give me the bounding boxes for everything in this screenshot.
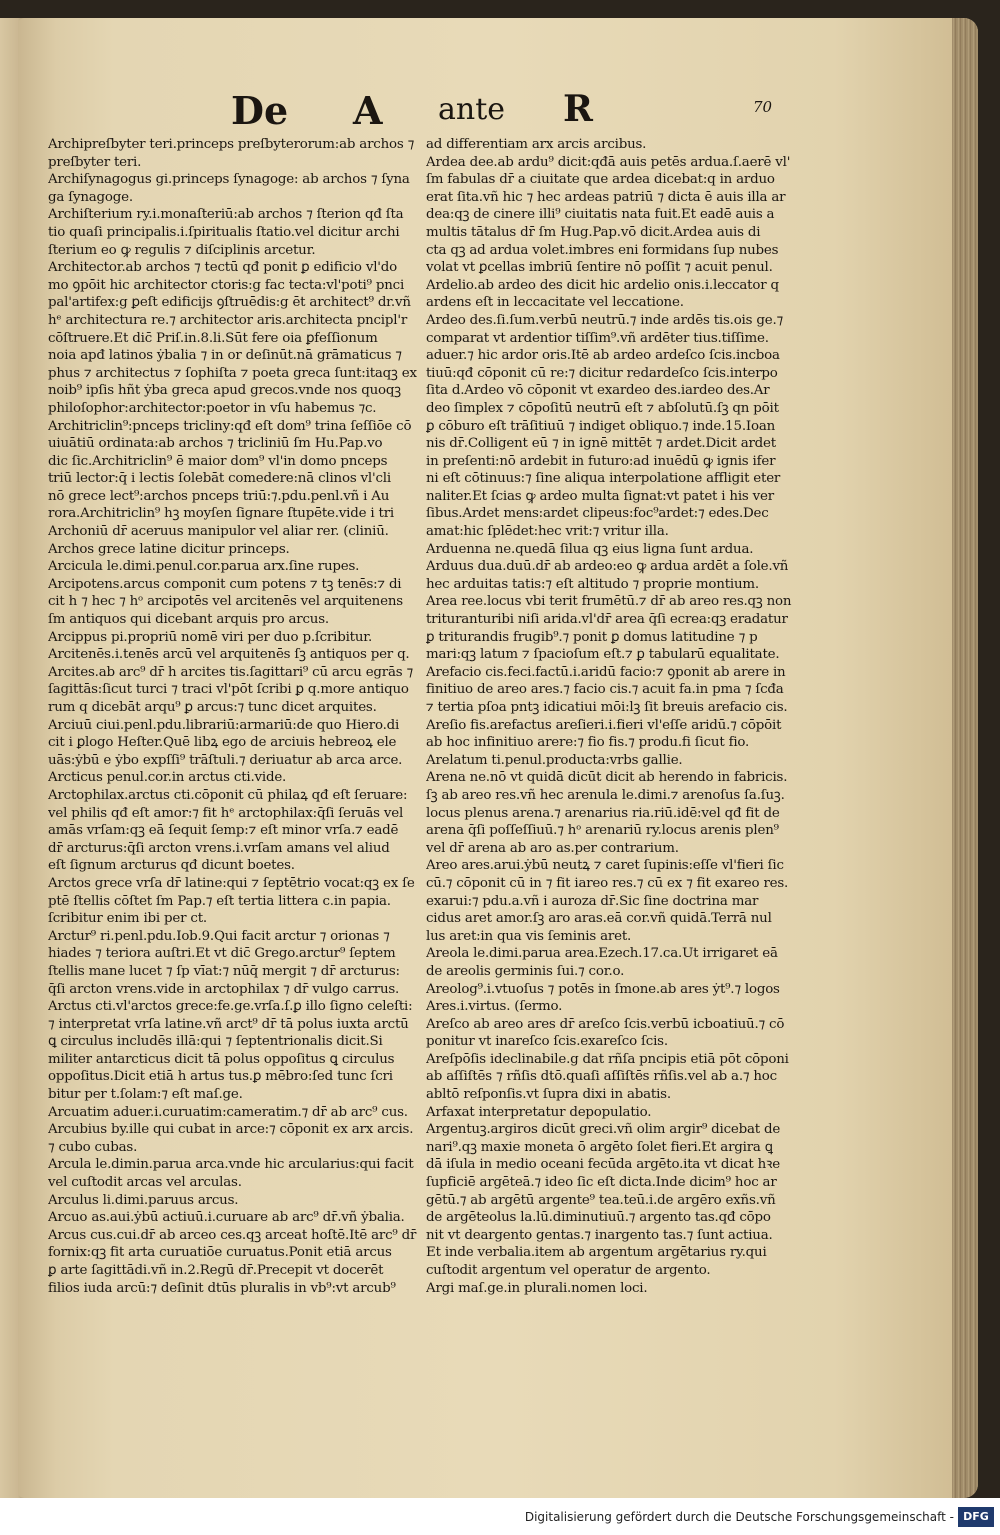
text-line: Arduus dua.duū.dr̄ ab ardeo:eo ꝙ ardua ardēt a ſole.vñ bbox=[426, 559, 789, 575]
text-line: pal'artifex:g ꝑeſt edificijs ꝯſtruēdis:g ēt architect⁹ dr.vñ bbox=[48, 295, 411, 311]
text-line: ſꝫ ab areo res.vñ hec arenula le.dimi.⁊ arenoſus ſa.ſuꝫ. bbox=[426, 787, 785, 803]
text-line: nō grece lect⁹:archos pnceps triū:⁊.pdu.penl.vñ i Au bbox=[48, 488, 390, 504]
text-line: deo ſimplex ⁊ cōpoſitū neutrū eſt ⁊ abſolutū.ſꝫ qn pōit̄ bbox=[426, 400, 779, 416]
text-line: ſm antiquos qui dicebant arquis pro arcus. bbox=[48, 612, 329, 628]
text-line: rum q dicebāt arqu⁹ ꝑ arcus:⁊ tunc dicet̄ arquites. bbox=[48, 700, 377, 715]
text-line: Arctos grece vrſa dr̄ latine:qui ⁊ ſeptētrio vocat̄:qꝫ ex ſe bbox=[48, 875, 415, 891]
text-line: hiades ⁊ teriora auſtri.Et vt dic̄ Grego.arctur⁹ ſeptem bbox=[48, 946, 396, 962]
text-line: Areola le.dimi.parua area.Ezech.17.ca.Ut irrigaret eā bbox=[426, 946, 778, 962]
text-line: erat ſita.vñ hic ⁊ hec ardeas patriū ⁊ dicta ē auis illa ar bbox=[426, 189, 786, 205]
text-line: Areolog⁹.i.vtuoſus ⁊ potēs in ſmone.ab ares ẏt⁹.⁊ logos bbox=[426, 981, 780, 997]
text-line: eſt ſignum arcturus qđ dicunt boetes. bbox=[48, 858, 295, 874]
text-line: cū.⁊ cōponit̄ cū in ⁊ fit iareo res.⁊ cū ex ⁊ fit exareo res. bbox=[426, 875, 789, 891]
text-line: vel dr̄ arena ab aro as.per contrarium. bbox=[426, 840, 679, 856]
text-line: ponitur vt inareſco ſcis.exareſco ſcis. bbox=[426, 1034, 668, 1050]
text-line: amat:hic ſplēdet:hec vrit:⁊ vritur illa. bbox=[426, 524, 669, 540]
text-line: Arefacio cis.feci.factū.i.aridū facio:⁊ ꝯponit̄ ab arere in bbox=[426, 664, 786, 680]
text-line: ⁊ cubo cubas. bbox=[48, 1139, 138, 1155]
text-line: dr̄ arcturus:q̄ſi arcton vrens.i.vrſam amans vel aliud bbox=[48, 840, 390, 856]
text-line: Areſco ab areo ares dr̄ areſco ſcis.verbū icboatiuū.⁊ cō bbox=[426, 1016, 785, 1032]
text-line: ſita d.Ardeo vō cōponit̄ vt exardeo des.iardeo des.Ar bbox=[426, 383, 770, 399]
text-line: Argentuꝫ.argiros dicūt greci.vñ olim argir⁹ dicebat̄ de bbox=[426, 1122, 781, 1138]
text-line: oppoſitus.Dicit̄ etiā h artus tus.ꝑ mēbro:ſed tunc ſcri bbox=[48, 1069, 393, 1085]
text-line: comparat̄ vt ardentior tiſſim⁹.vñ ardēter tius.tiſſime. bbox=[426, 330, 769, 346]
text-line: Et inde verbalia.item ab argentum argētarius ry.qui bbox=[426, 1245, 767, 1261]
text-line: ſibus.Ardet mens:ardet clipeus:foc⁹ardet:⁊ edes.Dec bbox=[426, 506, 769, 522]
text-line: Ardea dee.ab ardu⁹ dicit̄:qđā auis petēs ardua.ſ.aerē vl' bbox=[426, 154, 791, 170]
left-column bbox=[48, 136, 430, 1297]
text-line: Argi maſ.ge.in plurali.nomen loci. bbox=[426, 1280, 648, 1296]
running-head bbox=[213, 88, 813, 136]
text-line: Area ree.locus vbi terit̄ frumētū.⁊ dr̄ ab areo res.qꝫ non bbox=[426, 594, 792, 610]
text-line: ſterium eo ꝙ regulis ⁊ diſciplinis arcetur. bbox=[48, 242, 316, 258]
text-line: aduer.⁊ hic ardor oris.Itē ab ardeo ardeſco ſcis.incboa bbox=[426, 348, 780, 364]
text-line: Arctus cti.vl'arctos grece:fe.ge.vrſa.ſ.ꝑ illo ſigno celeſti: bbox=[48, 999, 413, 1015]
text-line: tiuū:qđ cōponit̄ cū re:⁊ dicitur redardeſco ſcis.interpo bbox=[426, 365, 778, 381]
text-line: Archos grece latine dicitur princeps. bbox=[48, 541, 290, 557]
text-line: ni eſt cōtinuus:⁊ ſine aliqua interpolatione affligit eter bbox=[426, 471, 781, 487]
footer-credit: Digitalisierung gefördert durch die Deutsche Forschungsgemeinschaft - bbox=[524, 1510, 954, 1524]
text-line: ꝑ arte ſagittādi.vñ in.2.Regū dr̄.Precepit vt docerēt bbox=[48, 1263, 384, 1278]
text-line: lus aret:in qua vis ſeminis aret. bbox=[426, 928, 632, 944]
text-line: Arcus cus.cui.dr̄ ab arceo ces.qꝫ arceat hoſtē.Itē arc⁹ dr̄ bbox=[48, 1227, 417, 1243]
text-line: ab aſſiſtēs ⁊ rñſis dtō.quaſi aſſiſtēs rñſis.vel ab a.⁊ hoc bbox=[426, 1069, 777, 1085]
text-line: Architector.ab archos ⁊ tectū qđ ponit̄ ꝑ edificio vl'do bbox=[48, 260, 398, 276]
dfg-logo: DFG bbox=[958, 1507, 994, 1527]
text-line: cit i ꝑlogo Heſter.Quē libꝝ ego de arciuis hebreoꝝ ele bbox=[48, 735, 397, 751]
footer-bar bbox=[0, 1498, 1000, 1535]
text-line: de areolis germinis ſui.⁊ cor.o. bbox=[426, 963, 625, 979]
page-fore-edge bbox=[952, 18, 978, 1498]
text-line: filios iuda arcū:⁊ deſinit dtūs pluralis in vb⁹:vt arcub⁹ bbox=[48, 1280, 396, 1296]
text-line: ſtellis mane lucet ⁊ ſp vīat̄:⁊ nūq̄ mergit̄ ⁊ dr̄ arcturus: bbox=[48, 963, 400, 979]
text-line: phus ⁊ architectus ⁊ ſophiſta ⁊ poeta greca ſunt:itaqꝫ ex bbox=[48, 365, 417, 381]
text-line: ꝑ cōburo eſt trāſitiuū ⁊ indiget obliquo.⁊ inde.15.Ioan bbox=[426, 418, 776, 434]
text-line: multis tātalus dr̄ ſm Hug.Pap.vō dicit.Ardea auis di bbox=[426, 224, 761, 240]
text-line: mari:qꝫ latum ⁊ ſpacioſum eſt.⁊ ꝑ tabularū equalitate. bbox=[426, 647, 780, 663]
text-line: Ares.i.virtus. (ſermo. bbox=[426, 999, 563, 1015]
text-line: finitiuo de areo ares.⁊ facio cis.⁊ acuit̄ fa.in pma ⁊ ſcđa bbox=[426, 682, 784, 698]
right-column bbox=[426, 136, 810, 1297]
text-line: ⁊ tertia pſoa pnt̄ꝫ idicatiui mōi:lꝫ ſit breuis arefacio cis. bbox=[426, 700, 788, 715]
running-head-r: R bbox=[563, 88, 593, 130]
folio-number: 70 bbox=[753, 98, 773, 116]
text-line: abltō reſponſis.vt ſupra dixi in abatis. bbox=[426, 1087, 671, 1103]
text-line: Arciuū ciui.penl.pdu.librariū:armariū:de quo Hiero.di bbox=[48, 717, 400, 733]
text-line: Arcula le.dimin.parua arca.vnde hic arcularius:qui facit bbox=[48, 1157, 414, 1173]
text-line: cit̄ h ⁊ hec ⁊ hᵒ arcipotēs vel arcitenēs vel arquitenens bbox=[48, 594, 403, 610]
text-line: tio quaſi principalis.i.ſpiritualis ſtatio.vel dicitur archi bbox=[48, 224, 400, 240]
text-line: trituranturibi niſi arida.vl'dr̄ area q̄ſi ecrea:qꝫ eradatur bbox=[426, 612, 788, 628]
text-line: preſbyter teri. bbox=[48, 154, 142, 170]
text-line: uiuātiū ordinata:ab archos ⁊ tricliniū ſm Hu.Pap.vo bbox=[48, 436, 383, 452]
text-line: volat vt ꝑcellas imbriū ſentire nō poſſit ⁊ acuit penul. bbox=[426, 260, 773, 276]
text-line: exarui:⁊ pdu.a.vñ i auroza dr̄.Sic ſine doctrina mar bbox=[426, 893, 759, 909]
text-line: Arena ne.nō vt quidā dicūt dicit̄ ab herendo in fabricis. bbox=[426, 770, 788, 786]
text-line: mo ꝯpōit̄ hic architector ctoris:g fac tecta:vl'poti⁹ pnci bbox=[48, 277, 405, 293]
text-line: cuſtodit argentum vel operatur de argento. bbox=[426, 1263, 711, 1278]
text-line: Arcites.ab arc⁹ dr̄ h arcites tis.ſagittari⁹ cū arcu egrās ⁊ bbox=[48, 664, 413, 680]
text-line: Arcubius by.ille qui cubat in arce:⁊ cōponit̄ ex arx arcis. bbox=[48, 1122, 414, 1138]
text-line: nis dr̄.Colligent eū ⁊ in ignē mittēt ⁊ ardet.Dicit̄ ardet bbox=[426, 436, 776, 452]
text-line: hᵉ architectura re.⁊ architector aris.architecta pncipl'r bbox=[48, 312, 408, 328]
text-line: Arcitenēs.i.tenēs arcū vel arquitenēs ſꝫ antiquos per q. bbox=[48, 647, 410, 663]
text-line: Arctophilax.arctus cti.cōponit̄ cū philaꝝ qđ eſt ſeruare: bbox=[48, 787, 408, 803]
text-line: q̄ſi arcton vrens.vide in arctophilax ⁊ dr̄ vulgo carrus. bbox=[48, 981, 400, 997]
text-line: philoſophor:architector:poetor in vſu habemus ⁊c. bbox=[48, 400, 377, 416]
text-line: vel philis qđ eſt amor:⁊ fit hᵉ arctophilax:q̄ſi ſeruās vel bbox=[48, 805, 404, 821]
text-line: ad differentiam arx arcis arcibus. bbox=[426, 137, 647, 152]
text-line: bitur per t.ſolam:⁊ eſt maſ.ge. bbox=[48, 1087, 243, 1103]
text-line: nit vt deargento gentas.⁊ inargento tas.⁊ ſunt actiua. bbox=[426, 1227, 773, 1243]
text-line: Arcticus penul.cor.in arctus cti.vide. bbox=[48, 770, 287, 786]
text-line: Architriclin⁹:pnceps tricliny:qđ eſt dom⁹ trina ſeſſiōe cō bbox=[48, 418, 412, 434]
text-line: fornix:qꝫ fit arta curuatiōe curuatus.Ponit̄ etiā arcus bbox=[48, 1245, 392, 1261]
text-line: ga ſynagoge. bbox=[48, 189, 133, 205]
text-line: de argēteolus la.lū.diminutiuū.⁊ argento tas.qđ cōpo bbox=[426, 1210, 771, 1226]
text-line: ſcribitur enim ibi per ct. bbox=[48, 911, 207, 927]
text-line: triū lector:q̄ i lectis ſolebāt comedere:nā clinos vl'cli bbox=[48, 471, 391, 487]
text-line: Arfaxat interpretatur depopulatio. bbox=[426, 1104, 652, 1120]
text-line: Arcipotens.arcus componit̄ cum potens ⁊ tꝫ tenēs:⁊ di bbox=[48, 576, 402, 592]
text-line: Arcippus pi.propriū nomē viri per duo p.ſcribitur. bbox=[48, 629, 373, 645]
text-line: ardens eſt in leccacitate vel leccatione. bbox=[426, 295, 684, 311]
text-line: dā iſula in medio oceani fecūda argēto.ita vt dicat̄ hꝛe bbox=[426, 1157, 780, 1173]
text-line: locus plenus arena.⁊ arenarius ria.riū.idē:vel qđ fit de bbox=[426, 805, 780, 821]
text-line: dic ſic.Architriclin⁹ ē maior dom⁹ vl'in domo pnceps bbox=[48, 453, 388, 469]
text-line: Arcicula le.dimi.penul.cor.parua arx.ſine rupes. bbox=[48, 559, 360, 575]
text-line: in preſenti:nō ardebit in futuro:ad inuēdū ꝙ ignis ifer bbox=[426, 453, 776, 469]
text-line: Areo ares.arui.ẏbū neutꝝ ⁊ caret ſupinis:eſſe vl'fieri ſic bbox=[426, 858, 784, 874]
running-head-de: De bbox=[231, 88, 289, 133]
text-line: ſupficiē argēteā.⁊ ideo ſic eſt dicta.Inde dicim⁹ hoc ar bbox=[426, 1175, 777, 1191]
text-line: dea:qꝫ de cinere illi⁹ ciuitatis nata fuit.Et eadē auis a bbox=[426, 207, 775, 223]
text-line: ꝑ triturandis frugib⁹.⁊ ponit̄ ꝑ domus latitudine ⁊ p bbox=[426, 629, 758, 645]
text-line: noib⁹ ipſis hñt ẏba greca apud grecos.vnde nos quoqꝫ bbox=[48, 383, 401, 399]
text-line: cōſtruere.Et dic̄ Priſ.in.8.li.Sūt fere oia ꝑfeſſionum bbox=[48, 330, 378, 346]
text-line: Ardelio.ab ardeo des dicit̄ hic ardelio onis.i.leccator q bbox=[426, 277, 779, 293]
text-line: rora.Architriclin⁹ hꝫ moyſen ſignare ſtupēte.vide i tri bbox=[48, 506, 394, 522]
text-line: ſagittās:ſicut turci ⁊ traci vl'pōt ſcribi ꝑ q.more antiquo bbox=[48, 682, 409, 698]
text-line: Ardeo des.ſi.ſum.verbū neutrū.⁊ inde ardēs tis.ois ge.⁊ bbox=[426, 312, 783, 328]
text-line: Areſpōſis ideclinabile.g dat rñſa pncipis etiā pōt cōponi bbox=[426, 1051, 789, 1067]
text-line: arena q̄ſi poſſeſſiuū.⁊ hᵒ arenariū ry.locus arenis plen⁹ bbox=[426, 823, 779, 839]
text-line: Areſio fis.arefactus areſieri.i.fieri vl'eſſe aridū.⁊ cōpōit̄ bbox=[426, 717, 782, 733]
text-line: Arculus li.dimi.paruus arcus. bbox=[48, 1192, 239, 1208]
text-line: cidus aret amor.ſꝫ aro aras.eā cor.vñ quidā.Terrā nul bbox=[426, 911, 772, 927]
text-line: Archipreſbyter teri.princeps preſbyterorum:ab archos ⁊ bbox=[48, 137, 415, 152]
text-line: ⁊ interpretat̄ vrſa latine.vñ arct⁹ dr̄ tā polus iuxta arctū bbox=[48, 1016, 409, 1032]
text-line: ꝗ circulus includēs illā:qui ⁊ ſeptentrionalis dicit̄.Si bbox=[48, 1034, 383, 1050]
text-line: uās:ẏbū e ẏbo expſſi⁹ trāſtuli.⁊ deriuatur ab arca arce. bbox=[48, 752, 403, 768]
book-page bbox=[18, 18, 978, 1498]
running-head-a: A bbox=[353, 88, 383, 133]
text-line: Archoniū dr̄ aceruus manipulor vel aliar rer. (cliniū. bbox=[48, 524, 389, 540]
text-line: ſm fabulas dr̄ a ciuitate que ardea dicebat̄:q in arduo bbox=[426, 172, 775, 188]
text-line: naliter.Et ſcias ꝙ ardeo multa ſignat:vt patet i his ver bbox=[426, 488, 774, 504]
text-line: nari⁹.qꝫ maxie moneta ō argēto ſolet fieri.Et argira ꝗ bbox=[426, 1139, 773, 1155]
text-line: Archiſterium ry.i.monaſteriū:ab archos ⁊ ſterion qđ ſta bbox=[48, 207, 404, 223]
text-line: amās vrſam:qꝫ eā ſequit̄ ſemp:⁊ eſt minor vrſa.⁊ eadē bbox=[48, 823, 399, 839]
text-line: Arcuatim aduer.i.curuatim:cameratim.⁊ dr̄ ab arc⁹ cus. bbox=[48, 1104, 408, 1120]
text-line: Archiſynagogus gi.princeps ſynagoge: ab archos ⁊ ſyna bbox=[48, 172, 410, 188]
text-line: ptē ſtellis cōſtet ſm Pap.⁊ eſt tertia littera c.in papia. bbox=[48, 893, 391, 909]
text-line: Arcuo as.aui.ẏbū actiuū.i.curuare ab arc⁹ dr̄.vñ ẏbalia. bbox=[48, 1210, 405, 1226]
text-line: hec arduitas tatis:⁊ eſt altitudo ⁊ proprie montium. bbox=[426, 576, 759, 592]
text-line: Arelatum ti.penul.producta:vrbs gallie. bbox=[426, 752, 683, 768]
text-line: ab hoc infinitiuo arere:⁊ fio fis.⁊ produ.fi ſicut fio. bbox=[426, 735, 750, 751]
text-line: Arduenna ne.quedā ſilua qꝫ eius ligna ſunt ardua. bbox=[426, 541, 754, 557]
text-line: gētū.⁊ ab argētū argente⁹ tea.teū.i.de argēro exñs.vñ bbox=[426, 1192, 776, 1208]
text-line: cta qꝫ ad ardua volet.imbres eni formidans ſup nubes bbox=[426, 242, 779, 258]
text-line: Arctur⁹ ri.penl.pdu.Iob.9.Qui facit arctur ⁊ orionas ⁊ bbox=[48, 928, 390, 944]
running-head-ante: ante bbox=[438, 92, 506, 127]
text-line: vel cuſtodit arcas vel arculas. bbox=[48, 1175, 242, 1191]
text-line: militer antarcticus dicit̄ tā polus oppoſitus ꝗ circulus bbox=[48, 1051, 395, 1067]
text-line: noia apđ latinos ẏbalia ⁊ in or deſinūt.nā grāmaticus ⁊ bbox=[48, 348, 402, 364]
